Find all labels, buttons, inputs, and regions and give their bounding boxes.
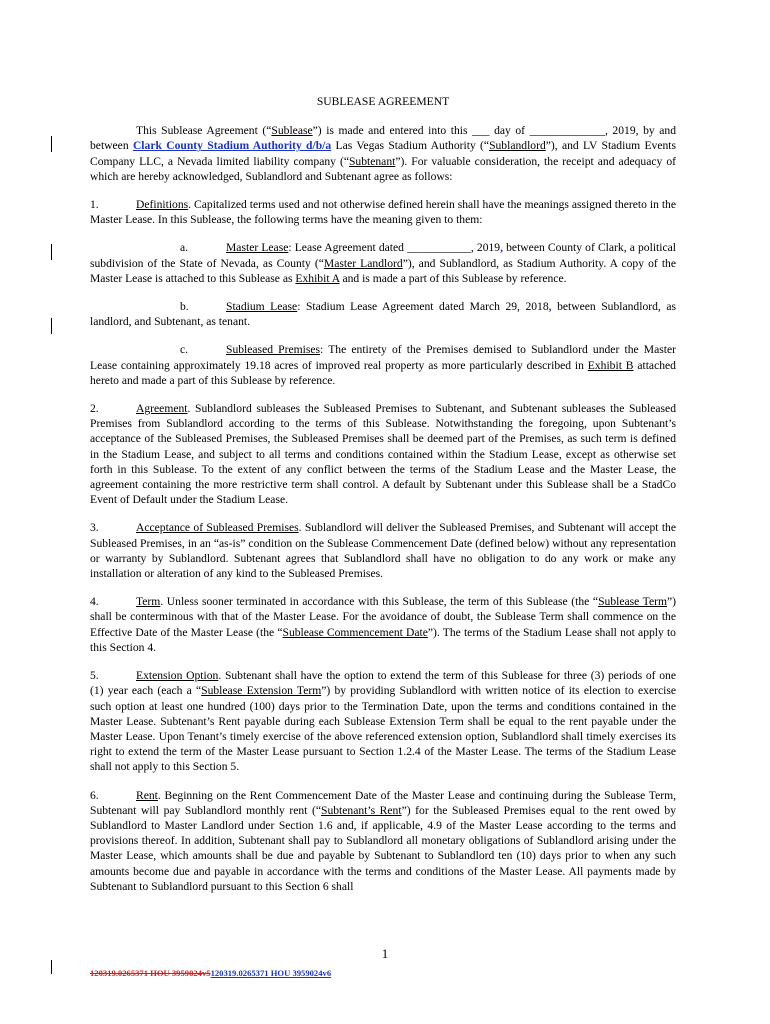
defined-term-extension-term: Sublease Extension Term xyxy=(201,684,322,698)
section-heading: Rent xyxy=(136,788,158,802)
inserted-comma: , xyxy=(500,241,503,255)
section-1: 1. Definitions. Capitalized terms used and not otherwise defined herein shall have the meanings assigned thereto in the Master Lease. In this Sublease, the following terms have the meaning given to them: xyxy=(90,198,676,227)
change-bar xyxy=(51,136,52,152)
footer-added-id: 120319.0265371 HOU 3959024v6 xyxy=(210,968,332,978)
change-bar xyxy=(51,244,52,260)
defined-term-subtenant: Subtenant xyxy=(348,154,396,168)
subsection-heading: Subleased Premises xyxy=(226,343,321,357)
subsection-letter: a. xyxy=(180,241,189,255)
document-title: SUBLEASE AGREEMENT xyxy=(316,95,450,108)
section-1b: b. Stadium Lease: Stadium Lease Agreement dated March 29, 2018, between Sublandlord, as landlord, and Subtenant, as tenant. xyxy=(90,300,676,329)
section-heading: Acceptance of Subleased Premises xyxy=(136,521,299,535)
section-number: 3. xyxy=(90,521,99,535)
section-2: 2. Agreement. Sublandlord subleases the Subleased Premises to Subtenant, and Subtenant subleases the Subleased Premises from Sublandlord according to the terms of this Sublease. Notwithstanding the foregoing, upon Subtenant’s acceptance of the Subleased Premises, the Subleased Premises shall be deemed part of the Premises, as such term is defined in the Stadium Lease, and subject to all terms and conditions contained within the Stadium Lease, except as otherwise set forth in this Sublease. To the extent of any conflict between the terms of the Stadium Lease and the Master Lease, the agreement containing the more restrictive term shall control. A default by Subtenant under this Sublease shall be a StadCo Event of Default under the Stadium Lease. xyxy=(90,402,676,507)
inserted-comma: , xyxy=(548,300,552,314)
page-number: 1 xyxy=(381,946,389,961)
subsection-heading: Stadium Lease xyxy=(226,300,298,314)
section-number: 2. xyxy=(90,402,99,416)
change-bar xyxy=(51,318,52,334)
footer-deleted-id: 120319.0265371 HOU 3959024v5 xyxy=(90,968,211,978)
section-4: 4. Term. Unless sooner terminated in accordance with this Sublease, the term of this Sublease (the “Sublease Term”) shall be conterminous with that of the Master Lease. For the avoidance of doubt, the Sublease Term shall commence on the Effective Date of the Master Lease (the “Sublease Commencement Date”). The terms of the Stadium Lease shall not apply to this Section 4. xyxy=(90,595,676,654)
defined-term-commencement-date: Sublease Commencement Date xyxy=(282,625,428,639)
subsection-heading: Master Lease xyxy=(226,241,289,255)
exhibit-a-ref: Exhibit A xyxy=(295,271,340,285)
section-number: 1. xyxy=(90,198,99,212)
section-heading: Agreement xyxy=(136,402,188,416)
section-6: 6. Rent. Beginning on the Rent Commencement Date of the Master Lease and continuing during the Sublease Term, Subtenant will pay Sublandlord monthly rent (“Subtenant’s Rent”) for the Subleased Premises equal to the rent owed by Sublandlord to Master Landlord under Section 1.6 and, if applicable, 4.9 of the Master Lease according to the terms and provisions thereof. In addition, Subtenant shall pay to Sublandlord all monetary obligations of Sublandlord arising under the Master Lease, which amounts shall be due and payable by Subtenant to Sublandlord ten (10) days prior to when any such amounts become due and payable in accordance with the terms and conditions of the Master Lease. All payments made by Subtenant to Sublandlord pursuant to this Section 6 shall xyxy=(90,788,676,893)
defined-term-sublease: Sublease xyxy=(271,124,313,138)
section-number: 5. xyxy=(90,669,99,683)
defined-term-sublandlord: Sublandlord xyxy=(489,139,546,153)
section-heading: Definitions xyxy=(136,198,189,212)
document-footer xyxy=(90,966,331,981)
section-number: 4. xyxy=(90,595,99,609)
defined-term-master-landlord: Master Landlord xyxy=(323,256,403,270)
authority-link[interactable]: Clark County Stadium Authority d/b/a xyxy=(132,139,332,153)
intro-paragraph: This Sublease Agreement (“Sublease”) is made and entered into this ___ day of _____________, 2019, by and between Clark County Stadium Authority d/b/a Las Vegas Stadium Authority (“Sublandlord”), and LV Stadium Events Company LLC, a Nevada limited liability company (“Subtenant”). For valuable consideration, the receipt and adequacy of which are hereby acknowledged, Sublandlord and Subtenant agree as follows: xyxy=(90,124,677,183)
section-1a: a. Master Lease: Lease Agreement dated ___________, 2019, between County of Clark, a political subdivision of the State of Nevada, as County (“Master Landlord”), and Sublandlord, as Stadium Authority. A copy of the Master Lease is attached to this Sublease as Exhibit A and is made a part of this Sublease by reference. xyxy=(90,241,676,285)
subsection-letter: c. xyxy=(180,343,189,357)
subsection-letter: b. xyxy=(180,300,189,314)
section-1c: c. Subleased Premises: The entirety of the Premises demised to Sublandlord under the Master Lease containing approximately 19.18 acres of improved real property as more particularly described in Exhibit B attached hereto and made a part of this Sublease by reference. xyxy=(90,343,676,387)
section-number: 6. xyxy=(90,788,99,802)
section-5: 5. Extension Option. Subtenant shall have the option to extend the term of this Sublease for three (3) periods of one (1) year each (each a “Sublease Extension Term”) by providing Sublandlord with written notice of its election to exercise such option at least one hundred (100) days prior to the Termination Date, upon the terms and conditions contained in the Master Lease. Subtenant’s Rent payable during each Sublease Extension Term shall be equal to the rent payable under the Master Lease. Upon Tenant’s timely exercise of the above referenced extension option, Sublandlord shall timely exercises its right to extend the term of the Master Lease pursuant to Section 1.2.4 of the Master Lease. The terms of the Stadium Lease shall not apply to this Section 5. xyxy=(90,669,676,774)
section-heading: Extension Option xyxy=(136,669,219,683)
defined-term-sublease-term: Sublease Term xyxy=(598,595,667,609)
document-body xyxy=(90,94,676,894)
change-bar xyxy=(51,960,52,974)
exhibit-b-ref: Exhibit B xyxy=(587,358,634,372)
section-heading: Term xyxy=(136,595,161,609)
defined-term-subtenants-rent: Subtenant’s Rent xyxy=(321,803,402,817)
section-3: 3. Acceptance of Subleased Premises. Sublandlord will deliver the Subleased Premises, and Subtenant will accept the Subleased Premises, in an “as-is” condition on the Sublease Commencement Date (defined below) without any representation or warranty by Sublandlord. Subtenant agrees that Sublandlord shall have no obligation to do any work or make any installation or alteration of any kind to the Subleased Premises. xyxy=(90,521,677,581)
